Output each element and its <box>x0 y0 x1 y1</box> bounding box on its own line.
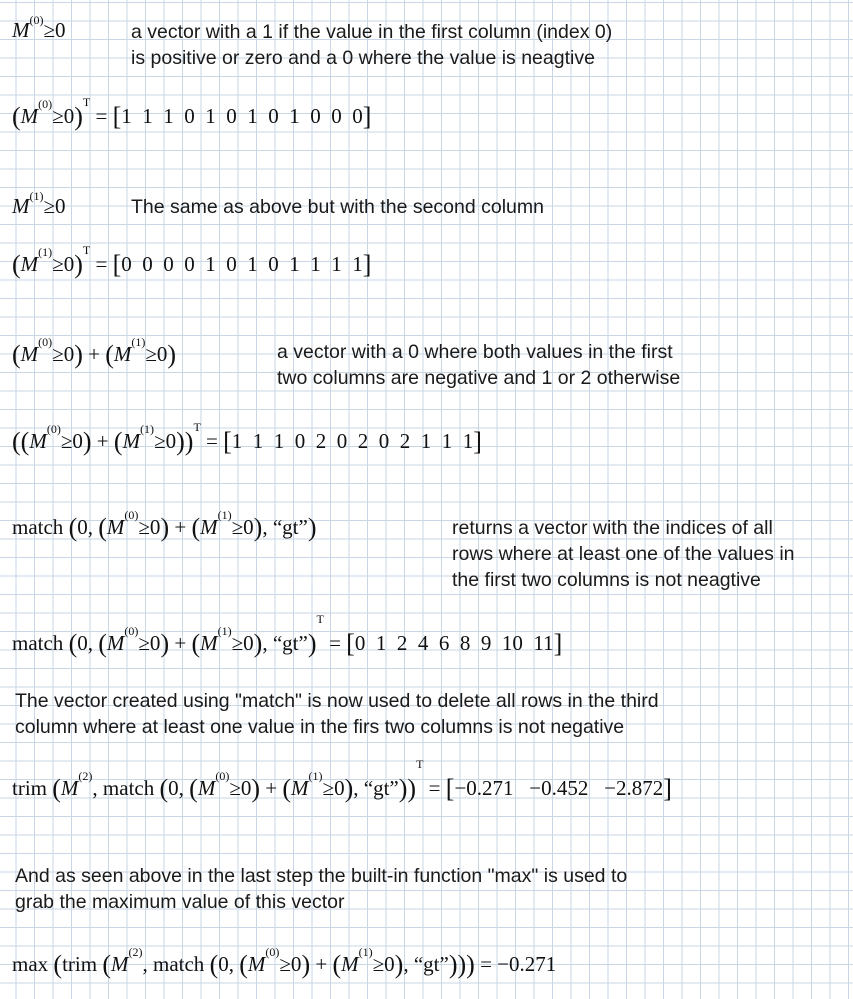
column-index: (1) <box>29 189 44 203</box>
comparison: ≥0 <box>138 515 161 539</box>
comparison: ≥0 <box>279 952 302 976</box>
column-index: (1) <box>131 335 146 349</box>
paren-close: ) <box>407 774 417 803</box>
result-value: −0.271 <box>497 952 557 976</box>
comparison: ≥0 <box>372 952 395 976</box>
note-line: And as seen above in the last step the built-in function "max" is used to <box>15 865 628 887</box>
paren-close: ) <box>307 629 317 658</box>
paren-close: ) <box>74 250 83 279</box>
paren-open: ( <box>52 774 61 803</box>
comparison: ≥0 <box>52 252 75 276</box>
comparison: ≥0 <box>231 631 254 655</box>
matrix-symbol: M <box>111 952 129 976</box>
comparison: ≥0 <box>145 342 168 366</box>
bracket-open: [ <box>112 102 122 131</box>
column-index: (1) <box>217 624 232 638</box>
result-vector: −0.271 −0.452 −2.872 <box>454 776 664 800</box>
column-index: (0) <box>29 13 44 27</box>
match-arg: 0 <box>218 952 229 976</box>
paren-open: ( <box>191 513 201 542</box>
paren-open: ( <box>102 950 111 979</box>
string-literal: “gt” <box>363 776 399 800</box>
bracket-close: ] <box>362 102 372 131</box>
equals: = <box>474 952 498 976</box>
paren-open: ( <box>105 340 114 369</box>
bracket-open: [ <box>223 427 232 456</box>
note-sum <box>277 339 680 391</box>
matrix-symbol: M <box>60 776 79 800</box>
column-index: (0) <box>38 335 53 349</box>
matrix-symbol: M <box>341 952 359 976</box>
matrix-symbol: M <box>20 252 39 276</box>
paren-open: ( <box>68 513 78 542</box>
result-vector: 0 1 2 4 6 8 9 10 11 <box>354 631 554 655</box>
note-second-column <box>131 194 544 220</box>
paren-close: ) <box>457 950 467 979</box>
equals: = <box>90 252 113 276</box>
paren-close: ) <box>184 427 194 456</box>
result-vector: 1 1 1 0 1 0 1 0 1 0 0 0 <box>121 104 363 128</box>
comparison: ≥0 <box>60 429 83 453</box>
note-first-column <box>131 19 612 71</box>
match-arg: 0 <box>77 515 88 539</box>
expr-col1-ge-zero[interactable] <box>12 189 66 218</box>
matrix-symbol: M <box>247 952 266 976</box>
expr-match-transpose[interactable]: match (0, $(M^{(0)}\ge 0) + (M^{(1)}\ge 0)$, “gt”)$^T$ = [0 1 2 4 6 8 9 10 11] <box>12 612 563 658</box>
paren-close: ) <box>301 950 311 979</box>
string-literal: “gt” <box>272 631 308 655</box>
equals: = <box>200 429 224 453</box>
note-line: The vector created using "match" is now used to delete all rows in the third <box>15 690 659 712</box>
bracket-open: [ <box>112 250 122 279</box>
paren-open: ( <box>189 774 198 803</box>
equals: = <box>423 776 446 800</box>
function-name: match <box>12 631 64 655</box>
paren-open: ( <box>20 427 30 456</box>
comparison: ≥0 <box>43 18 66 42</box>
note-line: The same as above but with the second column <box>131 196 544 218</box>
expr-col0-ge-zero[interactable] <box>12 13 66 42</box>
comparison: ≥0 <box>52 342 75 366</box>
matrix-symbol: M <box>291 776 309 800</box>
expr-col1-transpose[interactable] <box>12 243 372 280</box>
paren-open: ( <box>68 629 78 658</box>
note-trim <box>15 688 659 740</box>
matrix-symbol: M <box>200 515 218 539</box>
function-name: trim <box>62 952 98 976</box>
note-line: two columns are negative and 1 or 2 otherwise <box>277 367 681 389</box>
comparison: ≥0 <box>229 776 252 800</box>
note-line: rows where at least one of the values in <box>452 543 795 565</box>
plus: + <box>82 342 106 366</box>
column-index: (1) <box>38 245 53 259</box>
paren-close: ) <box>448 950 458 979</box>
comparison: ≥0 <box>138 631 161 655</box>
paren-close: ) <box>74 340 83 369</box>
note-line: a vector with a 0 where both values in the first <box>277 341 673 363</box>
note-line: a vector with a 1 if the value in the first column (index 0) <box>131 21 613 43</box>
note-line: is positive or zero and a 0 where the value is neagtive <box>131 47 595 69</box>
function-name: match <box>12 515 64 539</box>
note-line: grab the maximum value of this vector <box>15 891 345 913</box>
comparison: ≥0 <box>52 104 75 128</box>
note-line: the first two columns is not neagtive <box>452 569 761 591</box>
string-literal: “gt” <box>272 515 308 539</box>
paren-open: ( <box>12 250 21 279</box>
paren-close: ) <box>160 513 170 542</box>
transpose-symbol: T <box>416 757 424 771</box>
matrix-symbol: M <box>29 429 47 453</box>
expr-max[interactable]: max (trim ($M^{(2)}$, match (0, $(M^{(0)}\ge 0) + (M^{(1)}\ge 0)$, “gt”))) = −0.271 <box>12 945 557 979</box>
bracket-close: ] <box>473 427 482 456</box>
paren-close: ) <box>398 774 408 803</box>
paren-close: ) <box>176 427 185 456</box>
result-vector: 0 0 0 0 1 0 1 0 1 1 1 1 <box>121 252 363 276</box>
transpose-symbol: T <box>82 95 91 109</box>
note-max <box>15 863 627 915</box>
column-index: (2) <box>128 945 143 959</box>
matrix-symbol: M <box>197 776 216 800</box>
bracket-open: [ <box>346 629 355 658</box>
column-index: (0) <box>38 97 53 111</box>
column-index: (0) <box>124 508 139 522</box>
paren-open: ( <box>159 774 169 803</box>
column-index: (1) <box>217 508 232 522</box>
paren-close: ) <box>344 774 354 803</box>
note-line: returns a vector with the indices of all <box>452 517 773 539</box>
note-match <box>452 515 795 593</box>
expr-col0-transpose[interactable] <box>12 95 372 132</box>
column-index: (2) <box>78 769 93 783</box>
match-arg: 0 <box>168 776 179 800</box>
paren-open: ( <box>12 102 21 131</box>
matrix-symbol: M <box>106 515 125 539</box>
column-index: (0) <box>46 422 61 436</box>
matrix-symbol: M <box>20 342 39 366</box>
paren-close: ) <box>167 340 177 369</box>
column-index: (0) <box>265 945 280 959</box>
paren-close: ) <box>253 629 263 658</box>
paren-close: ) <box>160 629 170 658</box>
expr-sum[interactable] <box>12 335 177 370</box>
function-name: trim <box>12 776 47 800</box>
paren-open: ( <box>282 774 292 803</box>
transpose-symbol: T <box>316 612 324 626</box>
paren-open: ( <box>12 427 21 456</box>
bracket-close: ] <box>362 250 372 279</box>
column-index: (1) <box>358 945 373 959</box>
plus: + <box>169 515 192 539</box>
string-literal: “gt” <box>413 952 449 976</box>
paren-close: ) <box>394 950 404 979</box>
expr-trim[interactable]: trim ($M^{(2)}$, match (0, $(M^{(0)}\ge 0) + (M^{(1)}\ge 0)$, “gt”))$^T$ = [−0.271 −0.452 −2.872] <box>12 757 672 803</box>
transpose-symbol: T <box>193 420 201 434</box>
function-name: max <box>12 952 49 976</box>
bracket-close: ] <box>553 629 563 658</box>
column-index: (0) <box>124 624 139 638</box>
matrix-symbol: M <box>122 429 141 453</box>
result-vector: 1 1 1 0 2 0 2 0 2 1 1 1 <box>231 429 474 453</box>
bracket-close: ] <box>663 774 672 803</box>
paren-open: ( <box>98 513 107 542</box>
plus: + <box>260 776 283 800</box>
paren-close: ) <box>253 513 263 542</box>
paren-open: ( <box>209 950 219 979</box>
comparison: ≥0 <box>43 194 66 218</box>
match-arg: 0 <box>77 631 88 655</box>
equals: = <box>323 631 347 655</box>
bracket-open: [ <box>445 774 455 803</box>
paren-open: ( <box>98 629 107 658</box>
comparison: ≥0 <box>231 515 254 539</box>
paren-open: ( <box>239 950 248 979</box>
column-index: (0) <box>215 769 230 783</box>
function-name: match <box>153 952 205 976</box>
function-name: match <box>102 776 155 800</box>
matrix-symbol: M <box>200 631 218 655</box>
column-index: (1) <box>140 422 155 436</box>
paren-open: ( <box>332 950 342 979</box>
matrix-symbol: M <box>20 104 39 128</box>
paren-close: ) <box>307 513 317 542</box>
matrix-symbol: M <box>12 194 30 218</box>
matrix-symbol: M <box>106 631 125 655</box>
paren-open: ( <box>53 950 63 979</box>
comparison: ≥0 <box>154 429 177 453</box>
note-line: column where at least one value in the firs two columns is not negative <box>15 716 625 738</box>
paren-close: ) <box>74 102 83 131</box>
plus: + <box>169 631 192 655</box>
matrix-symbol: M <box>12 18 30 42</box>
expr-sum-transpose[interactable] <box>12 420 482 457</box>
paren-open: ( <box>113 427 123 456</box>
equals: = <box>90 104 113 128</box>
paren-open: ( <box>12 340 21 369</box>
paren-close: ) <box>82 427 92 456</box>
matrix-symbol: M <box>113 342 132 366</box>
comparison: ≥0 <box>322 776 345 800</box>
column-index: (1) <box>308 769 323 783</box>
paren-close: ) <box>251 774 261 803</box>
plus: + <box>310 952 333 976</box>
plus: + <box>91 429 114 453</box>
paren-close: ) <box>466 950 475 979</box>
paren-open: ( <box>191 629 201 658</box>
expr-match[interactable]: match (0, $(M^{(0)}\ge 0) + (M^{(1)}\ge 0)$, “gt”) <box>12 508 317 542</box>
transpose-symbol: T <box>82 243 91 257</box>
